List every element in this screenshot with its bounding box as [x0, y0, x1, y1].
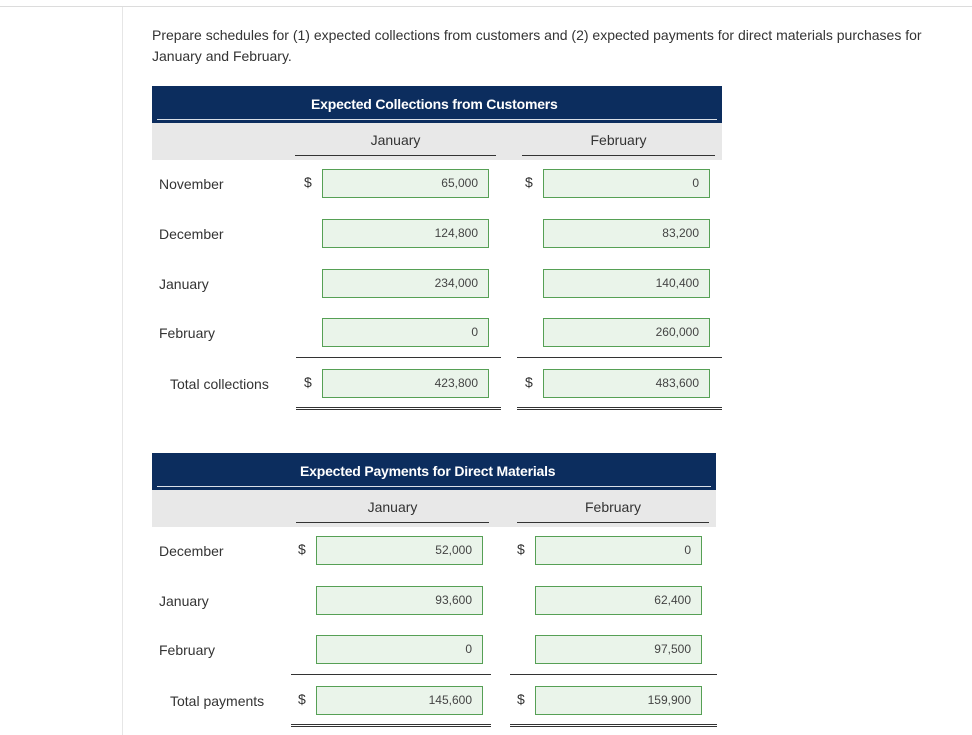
total-double-rule: [291, 724, 491, 727]
payments-february-february-input[interactable]: 97,500: [535, 635, 702, 664]
collections-november-february-input[interactable]: 0: [543, 169, 710, 198]
dollar-sign: $: [525, 374, 533, 390]
payments-january-february-input[interactable]: 62,400: [535, 586, 702, 615]
collections-january-january-input[interactable]: 234,000: [322, 269, 489, 298]
collections-month-february: February: [522, 125, 715, 156]
payments-row-label: February: [159, 642, 216, 658]
total-double-rule: [510, 724, 717, 727]
top-divider: [0, 6, 972, 7]
subtotal-rule: [517, 357, 722, 358]
payments-january-january-input[interactable]: 93,600: [316, 586, 483, 615]
payments-total-january-input[interactable]: 145,600: [316, 686, 483, 715]
dollar-sign: $: [304, 374, 312, 390]
collections-february-january-input[interactable]: 0: [322, 318, 489, 347]
dollar-sign: $: [304, 174, 312, 190]
collections-total-january-input[interactable]: 423,800: [322, 369, 489, 398]
total-double-rule: [296, 407, 501, 410]
collections-month-band: [152, 123, 722, 160]
collections-row-label: February: [159, 325, 216, 341]
dollar-sign: $: [525, 174, 533, 190]
subtotal-rule: [296, 357, 501, 358]
collections-row-label: December: [159, 226, 224, 242]
collections-title: Expected Collections from Customers: [311, 96, 558, 112]
payments-month-january: January: [296, 492, 489, 523]
subtotal-rule: [510, 674, 717, 675]
header-rule: [157, 486, 711, 487]
collections-header: [152, 86, 722, 123]
payments-december-january-input[interactable]: 52,000: [316, 536, 483, 565]
collections-total-label: Total collections: [170, 376, 269, 392]
dollar-sign: $: [298, 691, 306, 707]
payments-row-label: January: [159, 593, 209, 609]
payments-december-february-input[interactable]: 0: [535, 536, 702, 565]
total-double-rule: [517, 407, 722, 410]
collections-total-february-input[interactable]: 483,600: [543, 369, 710, 398]
instructions-text: Prepare schedules for (1) expected collections from customers and (2) expected payments for direct materials purchases for January and February.: [152, 27, 922, 64]
payments-total-label: Total payments: [170, 693, 265, 709]
subtotal-rule: [291, 674, 491, 675]
collections-december-january-input[interactable]: 124,800: [322, 219, 489, 248]
dollar-sign: $: [298, 541, 306, 557]
collections-month-january: January: [295, 125, 496, 156]
collections-november-january-input[interactable]: 65,000: [322, 169, 489, 198]
dollar-sign: $: [517, 541, 525, 557]
payments-february-january-input[interactable]: 0: [316, 635, 483, 664]
payments-header: [152, 453, 716, 490]
collections-row-label: November: [159, 176, 224, 192]
payments-total-february-input[interactable]: 159,900: [535, 686, 702, 715]
payments-month-february: February: [517, 492, 709, 523]
dollar-sign: $: [517, 691, 525, 707]
collections-row-label: January: [159, 276, 209, 292]
header-rule: [157, 119, 717, 120]
collections-january-february-input[interactable]: 140,400: [543, 269, 710, 298]
left-divider: [122, 7, 123, 735]
payments-month-band: [152, 490, 716, 527]
collections-december-february-input[interactable]: 83,200: [543, 219, 710, 248]
payments-title: Expected Payments for Direct Materials: [300, 463, 556, 479]
collections-february-february-input[interactable]: 260,000: [543, 318, 710, 347]
payments-row-label: December: [159, 543, 224, 559]
